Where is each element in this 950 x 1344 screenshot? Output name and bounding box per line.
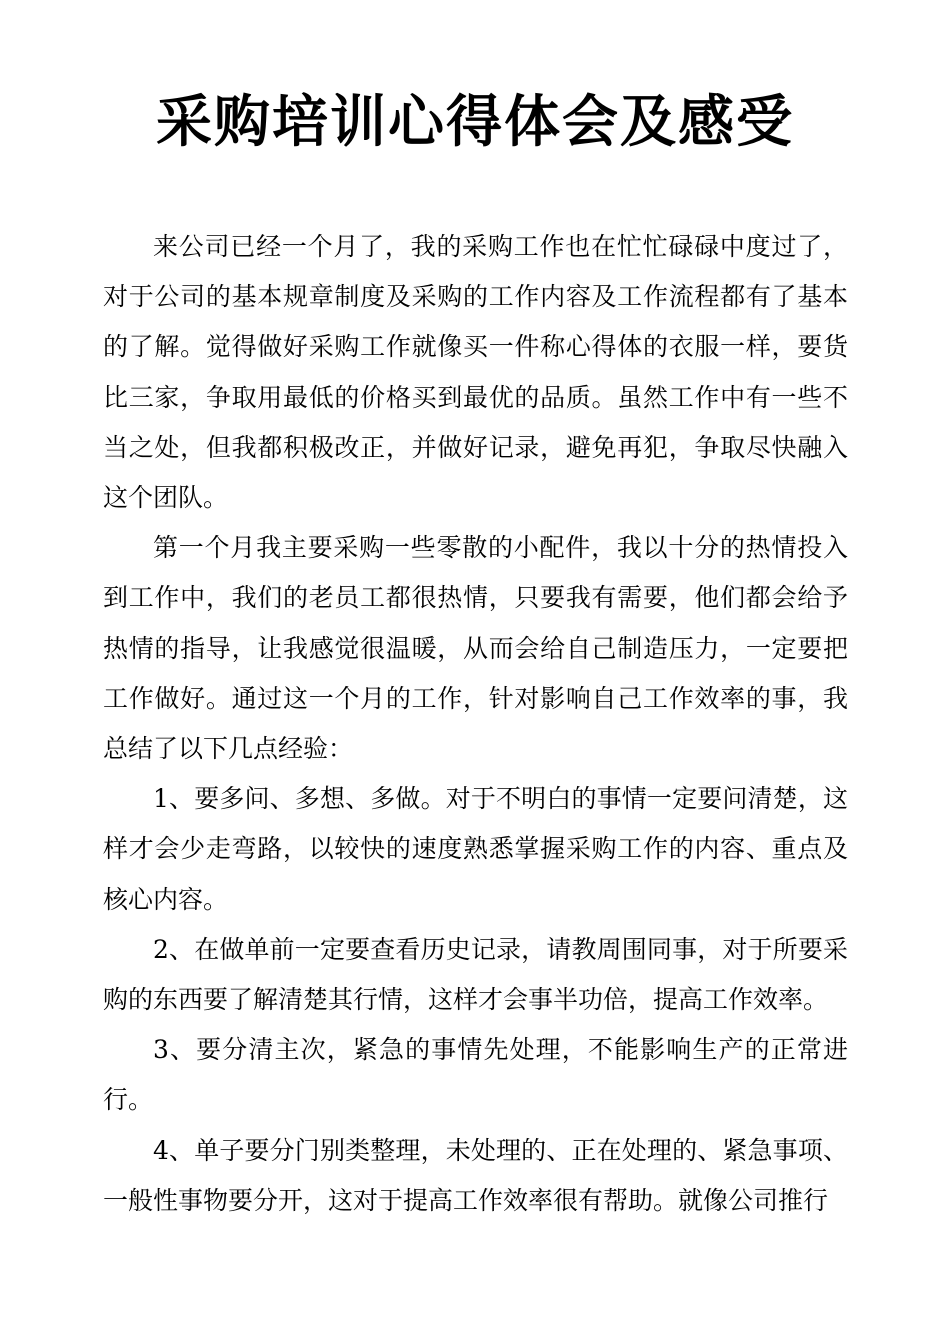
paragraph-point-1: 1、要多问、多想、多做。对于不明白的事情一定要问清楚，这样才会少走弯路，以较快的速度熟悉掌握采购工作的内容、重点及核心内容。	[103, 784, 848, 914]
paragraph-point-2: 2、在做单前一定要查看历史记录，请教周围同事，对于所要采购的东西要了解清楚其行情，这样才会事半功倍，提高工作效率。	[103, 934, 848, 1015]
paragraph-point-4: 4、单子要分门别类整理，未处理的、正在处理的、紧急事项、一般性事物要分开，这对于提高工作效率很有帮助。就像公司推行	[103, 1135, 848, 1215]
paragraph-first-month: 第一个月我主要采购一些零散的小配件，我以十分的热情投入到工作中，我们的老员工都很热情，只要我有需要，他们都会给予热情的指导，让我感觉很温暖，从而会给自己制造压力，一定要把工作做好。通过这一个月的工作，针对影响自己工作效率的事，我总结了以下几点经验：	[103, 533, 848, 764]
document-body	[103, 222, 848, 1226]
paragraph-point-3: 3、要分清主次，紧急的事情先处理，不能影响生产的正常进行。	[103, 1035, 848, 1115]
paragraph-intro: 来公司已经一个月了，我的采购工作也在忙忙碌碌中度过了，对于公司的基本规章制度及采购的工作内容及工作流程都有了基本的了解。觉得做好采购工作就像买一件称心得体的衣服一样，要货比三家，争取用最低的价格买到最优的品质。虽然工作中有一些不当之处，但我都积极改正，并做好记录，避免再犯，争取尽快融入这个团队。	[103, 232, 848, 513]
document-title: 采购培训心得体会及感受	[156, 90, 794, 155]
